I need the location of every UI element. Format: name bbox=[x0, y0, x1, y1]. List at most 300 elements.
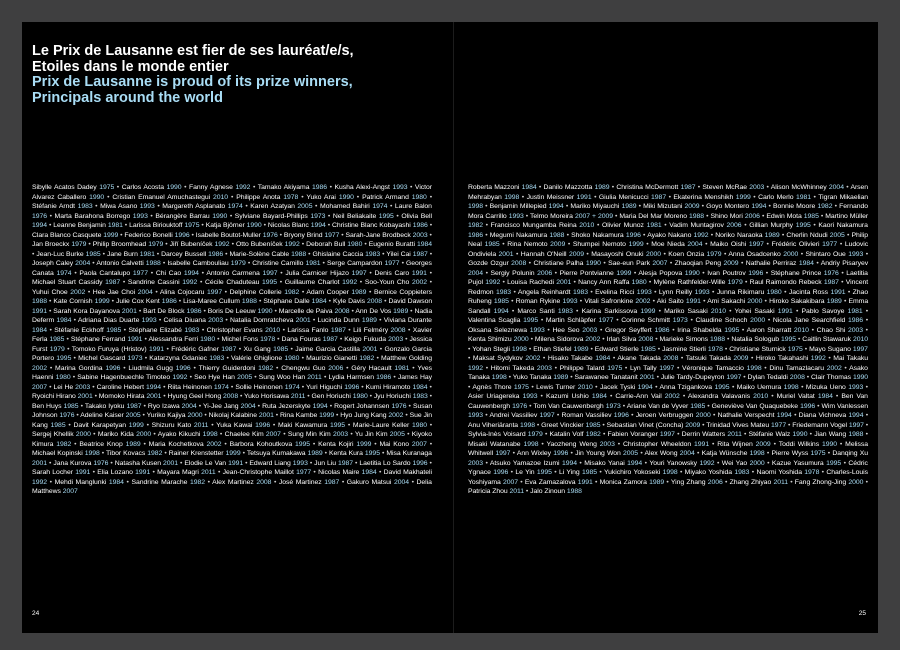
entry-separator: • bbox=[102, 250, 105, 258]
entry-separator: • bbox=[405, 336, 408, 343]
laureate-name: Kusha Alexi-Angst bbox=[334, 184, 390, 191]
laureate-year: 1998 bbox=[84, 450, 100, 457]
entry-separator: • bbox=[217, 336, 220, 343]
laureate-name: Clara Blanco Casquete bbox=[32, 231, 102, 239]
entry-separator: • bbox=[429, 269, 433, 277]
laureate-entry bbox=[550, 431, 601, 438]
laureate-name: Jean-Christophe Maillot bbox=[222, 469, 294, 476]
laureate-entry bbox=[194, 374, 252, 381]
laureate-year: 1983 bbox=[412, 393, 428, 400]
laureate-name: Stéfanie Walz bbox=[748, 431, 791, 438]
laureate-year: 1980 bbox=[352, 393, 368, 400]
entry-separator: • bbox=[355, 459, 358, 467]
laureate-year: 1994 bbox=[183, 269, 199, 277]
entry-separator: • bbox=[32, 250, 35, 258]
laureate-entry bbox=[769, 298, 842, 305]
laureate-name: Nathalie Verspecht bbox=[717, 412, 775, 419]
laureate-entry bbox=[756, 469, 819, 476]
laureate-entry bbox=[53, 222, 123, 229]
laureate-name: Vitali Safronkine bbox=[584, 298, 634, 305]
laureate-entry bbox=[621, 317, 688, 324]
laureate-name: Hannah O'Neill bbox=[520, 250, 567, 258]
entry-separator: • bbox=[315, 203, 318, 210]
laureate-name: Julie Tardy-Dupeyron bbox=[660, 374, 725, 381]
laureate-entry bbox=[285, 279, 357, 286]
entry-separator: • bbox=[611, 184, 615, 191]
laureate-name: Raul Raimondo Rebeck bbox=[749, 279, 822, 286]
laureate-name: Ruta Jezerskyte bbox=[262, 402, 311, 410]
laureate-name: Gozde Ozgur bbox=[468, 260, 509, 267]
laureate-name: Mai Takaku bbox=[833, 355, 868, 362]
laureate-entry bbox=[749, 222, 811, 229]
laureate-year: 2007 bbox=[652, 260, 668, 267]
entry-separator: • bbox=[817, 402, 820, 410]
laureate-year: 1974 bbox=[284, 383, 300, 391]
laureate-year: 1989 bbox=[573, 345, 589, 353]
laureate-year: 1982 bbox=[468, 222, 484, 229]
laureate-year: 1975 bbox=[787, 345, 803, 353]
laureate-name: Christine Camillo bbox=[252, 260, 304, 267]
laureate-year: 1992 bbox=[485, 279, 501, 286]
laureate-name: Tom Van Cauwenbergh bbox=[533, 402, 604, 410]
laureate-entry bbox=[96, 260, 160, 267]
entry-separator: • bbox=[668, 193, 671, 201]
laureate-entry bbox=[79, 441, 140, 448]
laureate-year: 1999 bbox=[319, 412, 335, 419]
laureate-year: 1982 bbox=[817, 203, 833, 210]
laureate-year: 2011 bbox=[290, 393, 306, 400]
laureate-name: David Dawson bbox=[388, 298, 433, 305]
entry-separator: • bbox=[468, 355, 471, 362]
laureate-entry bbox=[814, 431, 863, 438]
laureate-name: Bryony Brind bbox=[283, 231, 323, 239]
laureate-name: Maria Del Mar Moreno bbox=[619, 212, 687, 220]
laureate-name: Mohamed Bahiri bbox=[319, 203, 370, 210]
laureate-entry bbox=[209, 412, 274, 419]
laureate-name: Ayako Nakano bbox=[647, 231, 692, 239]
laureate-year: 1983 bbox=[184, 326, 200, 334]
laureate-year: 1984 bbox=[32, 326, 48, 334]
laureate-year: 1998 bbox=[468, 203, 484, 210]
entry-separator: • bbox=[429, 231, 432, 239]
laureate-entry bbox=[811, 374, 868, 381]
entry-separator: • bbox=[301, 193, 304, 201]
entry-separator: • bbox=[579, 298, 583, 305]
entry-separator: • bbox=[827, 450, 831, 457]
laureate-name: Sylviane Bayard-Phillips bbox=[234, 212, 308, 220]
laureate-entry bbox=[78, 355, 142, 362]
laureate-year: 1997 bbox=[852, 345, 868, 353]
laureate-name: Caitlin Stawaruk bbox=[802, 336, 852, 343]
entry-separator: • bbox=[110, 459, 113, 467]
laureate-entry bbox=[607, 422, 701, 429]
laureate-year: 1983 bbox=[365, 250, 381, 258]
laureate-year: 2002 bbox=[411, 279, 427, 286]
laureate-name: Jin Young Won bbox=[575, 450, 621, 457]
laureate-name: Philippe Talard bbox=[559, 364, 605, 372]
laureate-name: Gillian Murphy bbox=[749, 222, 794, 229]
laureate-entry bbox=[786, 232, 844, 239]
laureate-name: Chengwu Guo bbox=[281, 364, 326, 372]
entry-separator: • bbox=[556, 412, 560, 419]
entry-separator: • bbox=[381, 450, 385, 457]
laureate-name: Carlo Merlo bbox=[758, 193, 794, 201]
laureate-name: Diana Vichneva bbox=[798, 412, 847, 419]
laureate-name: Beatrice Knop bbox=[79, 440, 123, 448]
laureate-year: 1979 bbox=[527, 431, 543, 438]
laureate-entry bbox=[55, 213, 148, 220]
laureate-name: Le Yin bbox=[515, 469, 535, 476]
laureate-name: Lisa-Maree Cullum bbox=[183, 298, 240, 305]
laureate-entry bbox=[468, 317, 538, 324]
laureate-name: Maria Kochetkova bbox=[148, 440, 204, 448]
laureate-name: Anna Tzigankova bbox=[659, 383, 713, 391]
laureate-entry bbox=[355, 431, 405, 438]
entry-separator: • bbox=[682, 393, 686, 400]
laureate-name: Youri Yanowsky bbox=[649, 459, 698, 467]
laureate-entry bbox=[206, 222, 262, 229]
laureate-entry bbox=[259, 374, 322, 381]
laureate-year: 1997 bbox=[848, 421, 864, 429]
entry-separator: • bbox=[429, 440, 433, 448]
entry-separator: • bbox=[767, 459, 770, 467]
laureate-name: Neil Beliakaite bbox=[332, 212, 377, 220]
laureate-year: 1980 bbox=[631, 279, 647, 286]
laureate-name: Jean-Luc Burke bbox=[36, 250, 84, 258]
entry-separator: • bbox=[579, 459, 582, 467]
entry-separator: • bbox=[178, 298, 182, 305]
entry-separator: • bbox=[201, 222, 204, 229]
laureate-name: Frédéric Gafner bbox=[171, 345, 219, 353]
laureate-name: Marie-Solène Cable bbox=[229, 250, 290, 258]
laureate-name: Olivier Munoz bbox=[601, 222, 644, 229]
laureate-year: 1986 bbox=[208, 250, 224, 258]
laureate-name: Alex Martinez bbox=[212, 478, 254, 486]
laureate-name: Clair Thomas bbox=[811, 374, 852, 381]
entry-separator: • bbox=[813, 193, 816, 201]
laureate-name: Shino Mori bbox=[710, 212, 743, 220]
laureate-year: 1977 bbox=[132, 269, 148, 277]
laureate-year: 1987 bbox=[412, 250, 428, 258]
laureate-year: 2004 bbox=[468, 269, 484, 277]
laureate-name: Nicolas Maire bbox=[318, 469, 360, 476]
entry-separator: • bbox=[590, 288, 593, 296]
laureate-entry bbox=[203, 403, 256, 410]
laureate-name: Ekaterina Menshikh bbox=[673, 193, 734, 201]
entry-separator: • bbox=[410, 184, 413, 191]
laureate-name: Yuko Arai bbox=[306, 193, 336, 201]
laureate-entry bbox=[668, 251, 721, 258]
entry-separator: • bbox=[166, 345, 169, 353]
entry-separator: • bbox=[834, 203, 837, 210]
entry-separator: • bbox=[49, 383, 52, 391]
laureate-name: Michael Kopinski bbox=[32, 450, 83, 457]
laureate-year: 1991 bbox=[127, 336, 143, 343]
laureate-year: 1998 bbox=[519, 421, 535, 429]
laureate-name: Lili Felméry bbox=[353, 326, 389, 334]
entry-separator: • bbox=[347, 421, 351, 429]
laureate-name: Caroline Hebert bbox=[96, 383, 144, 391]
entry-separator: • bbox=[329, 402, 333, 410]
entry-separator: • bbox=[245, 203, 248, 210]
laureate-name: Adeline Kaiser bbox=[80, 412, 124, 419]
laureate-name: Misa Kuranaga bbox=[386, 450, 432, 457]
laureate-entry bbox=[468, 441, 538, 448]
laureate-name: Geneviève Van Quaquebeke bbox=[711, 402, 799, 410]
laureate-name: Lydia Harmsen bbox=[328, 374, 374, 381]
laureate-year: 1986 bbox=[412, 222, 428, 229]
entry-separator: • bbox=[73, 355, 76, 362]
entry-separator: • bbox=[844, 364, 847, 372]
laureate-year: 2003 bbox=[75, 383, 91, 391]
laureate-name: Sollie Heinonen bbox=[235, 383, 283, 391]
laureate-year: 1991 bbox=[576, 193, 592, 201]
laureate-entry bbox=[366, 384, 428, 391]
entry-separator: • bbox=[663, 250, 666, 258]
entry-separator: • bbox=[361, 383, 364, 391]
laureate-entry bbox=[490, 232, 565, 239]
laureate-name: Yves Haenni bbox=[32, 364, 432, 381]
laureate-entry bbox=[235, 213, 326, 220]
entry-separator: • bbox=[211, 421, 214, 429]
laureate-entry bbox=[155, 213, 227, 220]
laureate-entry bbox=[525, 479, 593, 486]
laureate-name: Christiane Sturnick bbox=[729, 345, 786, 353]
laureate-year: 1994 bbox=[637, 383, 653, 391]
laureate-entry bbox=[702, 450, 765, 457]
entry-separator: • bbox=[254, 374, 257, 381]
laureate-year: 1984 bbox=[108, 478, 124, 486]
laureate-entry bbox=[205, 279, 277, 286]
laureate-name: Valentina Scaglia bbox=[468, 317, 521, 324]
laureate-name: Asako Tanaka bbox=[468, 364, 868, 381]
laureate-year: 1999 bbox=[735, 193, 751, 201]
laureate-name: Stéphane Ferrand bbox=[70, 336, 126, 343]
laureate-name: Laetitia Lo Sardo bbox=[359, 459, 411, 467]
laureate-name: Christopher Wheeldon bbox=[623, 440, 692, 448]
laureate-entry bbox=[717, 441, 770, 448]
laureate-entry bbox=[746, 260, 814, 267]
laureate-entry bbox=[124, 232, 189, 239]
laureate-year: 2011 bbox=[193, 421, 209, 429]
laureate-name: Andrei Vassiliev bbox=[489, 412, 538, 419]
laureate-year: 2010 bbox=[853, 336, 869, 343]
entry-separator: • bbox=[312, 317, 316, 324]
entry-separator: • bbox=[643, 231, 646, 239]
laureate-name: Marco Santi bbox=[517, 307, 555, 315]
laureate-year: 2002 bbox=[32, 364, 48, 372]
laureate-year: 2006 bbox=[744, 212, 760, 220]
entry-separator: • bbox=[801, 383, 804, 391]
laureate-name: Christine Blanc Kobayashi bbox=[331, 222, 411, 229]
laureate-year: 1995 bbox=[262, 279, 278, 286]
laureate-year: 2000 bbox=[749, 459, 765, 467]
laureate-entry bbox=[600, 384, 653, 391]
laureate-name: Bernice Coppieters bbox=[373, 288, 433, 296]
laureate-entry bbox=[235, 384, 299, 391]
laureate-name: Yuko Horisawa bbox=[244, 393, 290, 400]
entry-separator: • bbox=[655, 336, 658, 343]
laureate-name: Paola Cantalupo bbox=[79, 269, 131, 277]
laureate-year: 1981 bbox=[107, 222, 123, 229]
laureate-name: Yu Jin Kim bbox=[354, 431, 388, 438]
laureate-entry bbox=[333, 298, 382, 305]
laureate-entry bbox=[513, 374, 569, 381]
laureate-entry bbox=[268, 222, 326, 229]
entry-separator: • bbox=[701, 203, 704, 210]
laureate-entry bbox=[547, 441, 615, 448]
laureate-year: 1977 bbox=[598, 317, 614, 324]
laureate-year: 1984 bbox=[417, 241, 433, 248]
entry-separator: • bbox=[283, 431, 286, 438]
laureate-year: 1989 bbox=[649, 478, 665, 486]
laureate-year: 2003 bbox=[388, 336, 404, 343]
laureate-name: Ami Sakachi bbox=[707, 298, 746, 305]
laureate-name: Angela Reinhardt bbox=[517, 288, 571, 296]
laureate-name: Sabine Hagenbuechle Timoteo bbox=[77, 374, 171, 381]
entry-separator: • bbox=[828, 355, 831, 362]
laureate-name: Liudmila Gugg bbox=[128, 364, 173, 372]
laureate-name: Yohan Stegli bbox=[472, 345, 510, 353]
laureate-entry bbox=[374, 393, 428, 400]
laureate-year: 1981 bbox=[847, 307, 863, 315]
entry-separator: • bbox=[225, 250, 228, 258]
laureate-year: 2007 bbox=[411, 440, 427, 448]
laureate-entry bbox=[230, 441, 310, 448]
laureate-entry bbox=[636, 412, 711, 419]
laureate-year: 2011 bbox=[201, 469, 216, 476]
laureate-entry bbox=[595, 346, 656, 353]
laureate-year: 1976 bbox=[512, 402, 528, 410]
entry-separator: • bbox=[804, 345, 808, 353]
entry-separator: • bbox=[72, 374, 76, 381]
entry-separator: • bbox=[150, 269, 154, 277]
laureate-entry bbox=[167, 260, 245, 267]
laureate-name: Pierre Pontvianne bbox=[559, 269, 614, 277]
laureate-entry bbox=[688, 393, 768, 400]
laureate-name: Mariko Miyauchi bbox=[570, 203, 620, 210]
laureate-entry bbox=[747, 327, 809, 334]
entry-separator: • bbox=[672, 326, 675, 334]
entry-separator: • bbox=[313, 469, 316, 476]
laureate-entry bbox=[574, 374, 654, 381]
laureate-entry bbox=[152, 422, 209, 429]
laureate-entry bbox=[99, 393, 162, 400]
laureate-name: Julie Cox Kent bbox=[115, 298, 160, 305]
laureate-year: 1977 bbox=[296, 469, 312, 476]
entry-separator: • bbox=[617, 440, 621, 448]
laureate-name: Lewis Turner bbox=[536, 383, 576, 391]
laureate-entry bbox=[32, 260, 90, 267]
entry-separator: • bbox=[207, 478, 210, 486]
laureate-entry bbox=[236, 194, 298, 201]
laureate-year: 2009 bbox=[550, 241, 566, 248]
laureate-year: 2007 bbox=[62, 488, 78, 495]
laureate-entry bbox=[375, 270, 427, 277]
laureate-entry bbox=[730, 479, 788, 486]
entry-separator: • bbox=[199, 279, 203, 286]
laureate-year: 2011 bbox=[727, 431, 742, 438]
laureate-entry bbox=[148, 336, 215, 343]
entry-separator: • bbox=[191, 231, 194, 239]
laureate-name: Jasmine Stierli bbox=[662, 345, 706, 353]
entry-separator: • bbox=[724, 345, 728, 353]
laureate-year: 2001 bbox=[295, 317, 311, 324]
laureate-year: 1998 bbox=[202, 431, 218, 438]
laureate-entry bbox=[517, 308, 572, 315]
laureate-year: 1993 bbox=[392, 184, 408, 191]
laureate-entry bbox=[98, 431, 151, 438]
laureate-entry bbox=[129, 222, 199, 229]
entry-separator: • bbox=[612, 355, 616, 362]
laureate-entry bbox=[53, 460, 108, 467]
laureate-name: Irina Shabelda bbox=[677, 326, 722, 334]
laureate-year: 2002 bbox=[206, 440, 222, 448]
laureate-name: Sarawanee Tanatanit bbox=[574, 374, 638, 381]
laureate-year: 2000 bbox=[695, 412, 711, 419]
laureate-name: Antonio Calvetti bbox=[96, 260, 144, 267]
laureate-entry bbox=[73, 422, 143, 429]
laureate-entry bbox=[128, 327, 199, 334]
laureate-name: Dylan Tedaldi bbox=[747, 374, 788, 381]
laureate-year: 2004 bbox=[828, 184, 844, 191]
entry-separator: • bbox=[512, 450, 515, 457]
laureate-name: Christopher Evans bbox=[206, 326, 263, 334]
laureate-name: Agnès Thore bbox=[472, 383, 512, 391]
entry-separator: • bbox=[155, 288, 158, 296]
entry-separator: • bbox=[312, 440, 316, 448]
laureate-entry bbox=[472, 346, 527, 353]
laureate-year: 1987 bbox=[322, 336, 338, 343]
laureate-entry bbox=[280, 412, 334, 419]
laureate-name: Emma Sandall bbox=[468, 298, 869, 315]
laureate-year: 2008 bbox=[256, 478, 272, 486]
laureate-name: Matthew Golding bbox=[381, 355, 432, 362]
laureate-entry bbox=[643, 203, 699, 210]
laureate-entry bbox=[671, 479, 723, 486]
laureate-year: 2010 bbox=[265, 326, 281, 334]
entry-separator: • bbox=[242, 450, 245, 457]
laureate-entry bbox=[318, 317, 377, 324]
entry-separator: • bbox=[341, 231, 344, 239]
laureate-entry bbox=[772, 241, 838, 248]
laureate-year: 1980 bbox=[200, 336, 216, 343]
laureate-name: Shumpei Nemoto bbox=[572, 241, 626, 248]
entry-separator: • bbox=[502, 241, 505, 248]
entry-separator: • bbox=[542, 355, 546, 362]
laureate-name: Irlan Silva bbox=[606, 336, 637, 343]
laureate-entry bbox=[607, 431, 674, 438]
entry-separator: • bbox=[666, 478, 669, 486]
laureate-entry bbox=[32, 450, 100, 457]
entry-separator: • bbox=[508, 374, 511, 381]
laureate-name: Alex Wong bbox=[644, 450, 678, 457]
entry-separator: • bbox=[239, 393, 243, 400]
laureate-year: 1987 bbox=[330, 326, 346, 334]
laureate-entry bbox=[347, 479, 409, 486]
entry-separator: • bbox=[865, 326, 869, 334]
laureate-year: 2001 bbox=[258, 412, 274, 419]
laureate-year: 2009 bbox=[568, 250, 584, 258]
laureate-entry bbox=[507, 279, 571, 286]
laureate-year: 1991 bbox=[228, 459, 244, 467]
entry-separator: • bbox=[364, 241, 367, 248]
entry-separator: • bbox=[407, 326, 411, 334]
entry-separator: • bbox=[813, 222, 816, 229]
laureate-entry bbox=[72, 346, 164, 353]
laureate-year: 1988 bbox=[291, 250, 307, 258]
laureate-entry bbox=[573, 241, 644, 248]
